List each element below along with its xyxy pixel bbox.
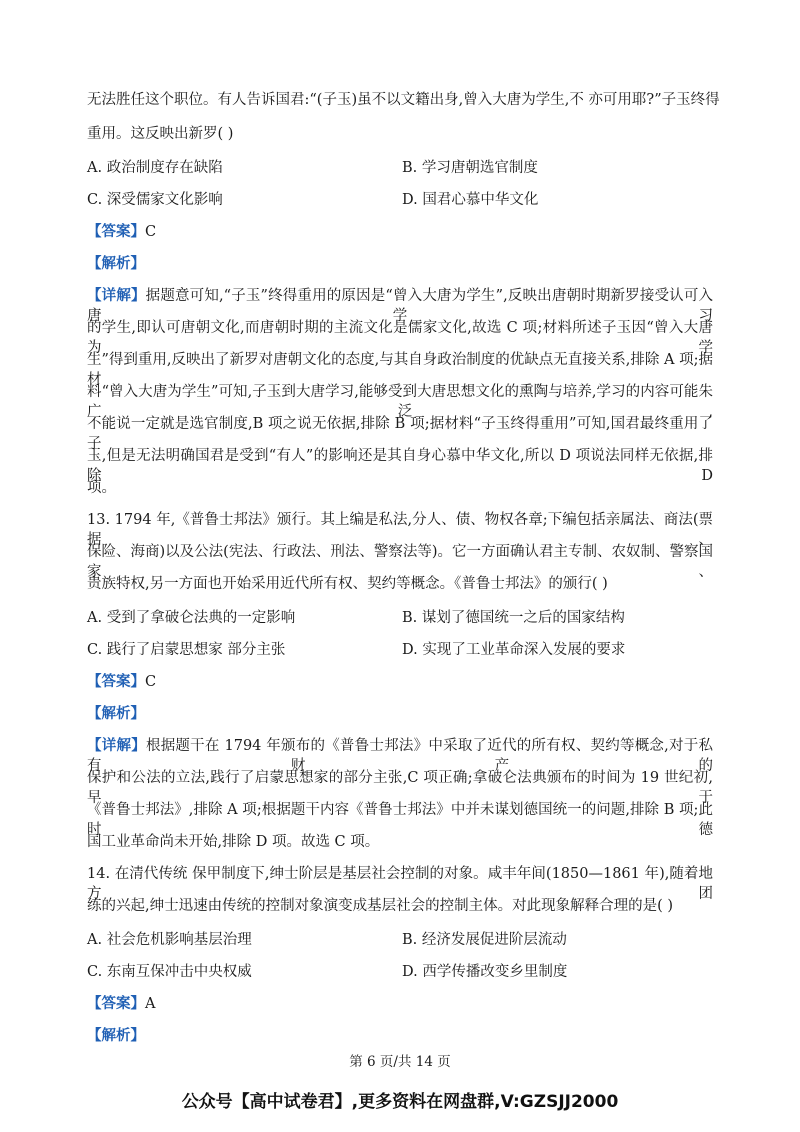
q12-option-d: D. 国君心慕中华文化 — [402, 192, 539, 208]
q12-detail-line-3: 生”得到重用,反映出了新罗对唐朝文化的态度,与其自身政治制度的优缺点无直接关系,排除 A 项;据材 — [87, 352, 713, 388]
q12-detail-text-1: 据题意可知,“子玉”终得重用的原因是“曾入大唐为学生”,反映出唐朝时期新罗接受认可入唐学习 — [87, 288, 714, 324]
q12-answer-tag: 【答案】 — [87, 223, 145, 240]
q14-answer-value: A — [145, 996, 156, 1012]
q13-detail-line-2: 保护和公法的立法,践行了启蒙思想家的部分主张,C 项正确;拿破仑法典颁布的时间为 19 世纪初,早于 — [87, 770, 713, 806]
q14-answer-row — [87, 994, 155, 1014]
q13-detail-tag: 【详解】 — [87, 737, 146, 754]
q14-option-b: B. 经济发展促进阶层流动 — [402, 932, 567, 948]
q13-answer-value: C — [145, 674, 157, 690]
q14-answer-tag: 【答案】 — [87, 995, 145, 1012]
q13-detail-line-4: 国工业革命尚未开始,排除 D 项。故选 C 项。 — [87, 834, 380, 850]
q12-stem-line-1: 无法胜任这个职位。有人告诉国君:“(子玉)虽不以文籍出身,曾入大唐为学生,不 亦可用耶?”子玉终得 — [87, 92, 720, 108]
q14-option-a: A. 社会危机影响基层治理 — [87, 932, 252, 948]
q13-answer-row — [87, 672, 156, 692]
page-number: 第 6 页/共 14 页 — [349, 1054, 451, 1070]
q13-stem-line-1: 13. 1794 年,《普鲁士邦法》颁行。其上编是私法,分人、债、物权各章;下编包括亲属法、商法(票据、 — [87, 512, 713, 548]
q12-detail-line-2: 的学生,即认可唐朝文化,而唐朝时期的主流文化是儒家文化,故选 C 项;材料所述子玉因“曾入大唐为学 — [87, 320, 713, 356]
q12-detail-line-5: 不能说一定就是选官制度,B 项之说无依据,排除 B 项;据材料“子玉终得重用”可知,国君最终重用了子 — [87, 416, 713, 452]
q12-option-b: B. 学习唐朝选官制度 — [402, 160, 538, 176]
q13-option-d: D. 实现了工业革命深入发展的要求 — [402, 642, 626, 658]
q12-option-c: C. 深受儒家文化影响 — [87, 192, 223, 208]
q12-detail-tag: 【详解】 — [87, 287, 146, 304]
q12-detail-line-7: 项。 — [87, 480, 116, 496]
q13-analysis-tag: 【解析】 — [87, 705, 145, 722]
q12-detail-line-6: 玉,但是无法明确国君是受到“有人”的影响还是其自身心慕中华文化,所以 D 项说法同样无依据,排除 D — [87, 448, 713, 484]
q14-stem-line-1: 14. 在清代传统 保甲制度下,绅士阶层是基层社会控制的对象。咸丰年间(1850—1861 年),随着地方团 — [87, 866, 713, 902]
q12-answer-row — [87, 222, 156, 242]
q14-option-c: C. 东南互保冲击中央权威 — [87, 964, 252, 980]
q14-stem-line-2: 练的兴起,绅士迅速由传统的控制对象演变成基层社会的控制主体。对此现象解释合理的是( ) — [87, 898, 674, 914]
q12-detail-line-4: 料“曾入大唐为学生”可知,子玉到大唐学习,能够受到大唐思想文化的熏陶与培养,学习的内容可能朱广泛, — [87, 384, 713, 420]
q13-option-a: A. 受到了拿破仑法典的一定影响 — [87, 610, 296, 626]
q13-stem-line-2: 保险、海商)以及公法(宪法、行政法、刑法、警察法等)。它一方面确认君主专制、农奴制、警察国家、 — [87, 544, 713, 580]
q13-option-b: B. 谋划了德国统一之后的国家结构 — [402, 610, 625, 626]
q12-analysis-tag: 【解析】 — [87, 255, 145, 272]
q13-option-c: C. 践行了启蒙思想家 部分主张 — [87, 642, 286, 658]
q13-detail-line-3: 《普鲁士邦法》,排除 A 项;根据题干内容《普鲁士邦法》中并未谋划德国统一的问题,排除 B 项;此时德 — [87, 802, 713, 838]
q13-detail-text-1: 根据题干在 1794 年颁布的《普鲁士邦法》中采取了近代的所有权、契约等概念,对于私有财产的 — [87, 738, 713, 774]
q14-option-d: D. 西学传播改变乡里制度 — [402, 964, 568, 980]
q12-answer-value: C — [145, 224, 157, 240]
q13-stem-line-3: 贵族特权,另一方面也开始采用近代所有权、契约等概念。《普鲁士邦法》的颁行( ) — [87, 576, 608, 592]
q12-option-a: A. 政治制度存在缺陷 — [87, 160, 223, 176]
q13-answer-tag: 【答案】 — [87, 673, 145, 690]
promo-notice: 公众号【高中试卷君】,更多资料在网盘群,V:GZSJJ2000 — [181, 1092, 619, 1112]
q12-stem-line-2: 重用。这反映出新罗( ) — [87, 126, 234, 142]
q14-analysis-tag: 【解析】 — [87, 1027, 145, 1044]
